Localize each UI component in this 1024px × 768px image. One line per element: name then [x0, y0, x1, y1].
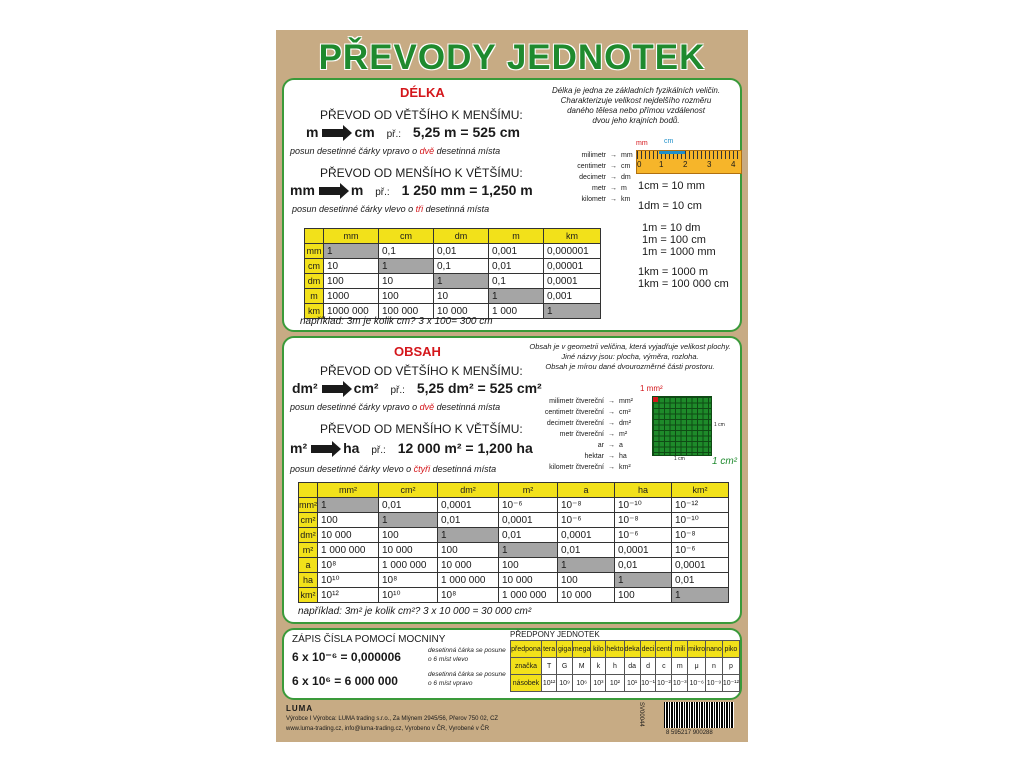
column-header: a: [558, 483, 615, 498]
column-header: mm: [324, 229, 379, 244]
column-header: cm: [379, 229, 434, 244]
obsah-units-arrows: [608, 396, 615, 473]
from-unit: mm: [290, 182, 315, 198]
example-expression: 5,25 dm² = 525 cm²: [416, 380, 542, 396]
prefix-symbol: h: [606, 658, 624, 675]
square-side-label: 1 cm: [674, 456, 685, 462]
table-cell: 1 000 000: [318, 543, 379, 558]
unit-name: metr: [592, 185, 606, 192]
unit-name: metr čtvereční: [559, 431, 604, 438]
desc-line: Obsah je v geometrii veličina, která vyjadřuje velikost plochy.: [529, 342, 731, 351]
delka-equivalence: 1km = 1000 m: [638, 266, 709, 278]
table-row: [305, 259, 601, 274]
table-cell: 1: [438, 528, 499, 543]
footer-line-1: Výrobce I Výrobca: LUMA trading s.r.o., Za Mlýnem 2945/56, Přerov 750 02, CZ: [286, 716, 499, 722]
delka-equivalence: 1m = 10 dm: [642, 222, 701, 234]
prefix-name: mili: [672, 641, 688, 658]
table-cell: 10¹⁰: [379, 588, 438, 603]
unit-name: decimetr: [579, 174, 606, 181]
delka-description: [536, 86, 736, 126]
obsah-units-symbols: [619, 396, 633, 473]
table-cell: 0,00001: [544, 259, 601, 274]
arrow-right-icon: →: [610, 185, 617, 192]
delka-small-to-big: PŘEVOD OD MENŠÍHO K VĚTŠÍMU:: [320, 166, 523, 180]
table-row: [299, 573, 729, 588]
unit-symbol: cm²: [619, 409, 631, 416]
delka-equivalence: 1m = 100 cm: [642, 234, 706, 246]
table-cell: 10⁻¹⁰: [672, 513, 729, 528]
prefix-symbol: M: [572, 658, 591, 675]
column-header: mm²: [318, 483, 379, 498]
square-mm-label: 1 mm²: [640, 384, 663, 393]
obsah-note-2: [290, 464, 496, 474]
unit-name: kilometr čtvereční: [549, 464, 604, 471]
table-row: [511, 641, 740, 658]
table-cell: 0,0001: [438, 498, 499, 513]
table-cell: 0,1: [434, 259, 489, 274]
ruler-number: 4: [731, 160, 736, 169]
section-delka: [282, 78, 742, 332]
prefix-name: nano: [706, 641, 723, 658]
from-unit: m: [306, 124, 319, 140]
table-cell: 1: [672, 588, 729, 603]
prefix-name: deka: [624, 641, 640, 658]
table-cell: 1: [379, 259, 434, 274]
table-cell: 10⁻⁸: [558, 498, 615, 513]
table-cell: 10 000: [434, 304, 489, 319]
prefix-symbol: G: [557, 658, 573, 675]
table-cell: 10⁻⁶: [615, 528, 672, 543]
table-cell: 10⁻⁸: [672, 528, 729, 543]
table-cell: 0,001: [489, 244, 544, 259]
column-header: dm²: [438, 483, 499, 498]
arrow-right-icon: [322, 385, 344, 393]
obsah-example-note: například: 3m² je kolik cm²? 3 x 10 000 = 30 000 cm²: [298, 606, 532, 617]
table-cell: 0,1: [379, 244, 434, 259]
table-cell: 1: [434, 274, 489, 289]
example-expression: 5,25 m = 525 cm: [412, 124, 520, 140]
prefix-symbol: T: [541, 658, 556, 675]
mocniny-title: ZÁPIS ČÍSLA POMOCÍ MOCNINY: [292, 634, 446, 645]
prefix-multiple: 10⁻¹: [640, 675, 656, 692]
row-header: značka: [511, 658, 542, 675]
table-cell: 0,01: [672, 573, 729, 588]
prefix-multiple: 10⁻²: [656, 675, 672, 692]
table-cell: 100 000: [379, 304, 434, 319]
product-code: SV00044: [638, 702, 644, 727]
section-title-delka: DÉLKA: [400, 85, 445, 100]
unit-symbol: dm²: [619, 420, 632, 427]
delka-units-list: [546, 150, 606, 205]
ruler-number: 2: [683, 160, 688, 169]
table-cell: 100: [558, 573, 615, 588]
prefix-symbol: da: [624, 658, 640, 675]
table-row: [511, 658, 740, 675]
table-cell: 10 000: [558, 588, 615, 603]
delka-conversion-table: [304, 228, 601, 319]
table-row: [299, 528, 729, 543]
delka-equivalence: 1cm = 10 mm: [638, 180, 705, 192]
table-cell: 1: [615, 573, 672, 588]
table-cell: 1: [558, 558, 615, 573]
table-cell: 1 000 000: [379, 558, 438, 573]
to-unit: cm: [354, 124, 375, 140]
desc-line: daného tělesa nebo přímou vzdálenost: [567, 106, 705, 115]
table-cell: 10⁻⁸: [615, 513, 672, 528]
note-text: desetinná místa: [434, 146, 501, 156]
table-cell: 1: [499, 543, 558, 558]
arrow-right-icon: [311, 445, 333, 453]
table-cell: 1000: [324, 289, 379, 304]
prefix-multiple: 10⁹: [557, 675, 573, 692]
note-highlight: dvě: [419, 402, 435, 412]
arrow-right-icon: →: [608, 431, 615, 438]
note-text: posun desetinné čárky vpravo o: [290, 146, 420, 156]
note-text: posun desetinné čárky vlevo o: [290, 464, 414, 474]
obsah-big-to-small: PŘEVOD OD VĚTŠÍHO K MENŠÍMU:: [320, 364, 523, 378]
unit-name: kilometr: [581, 196, 606, 203]
delka-big-to-small: PŘEVOD OD VĚTŠÍHO K MENŠÍMU:: [320, 108, 523, 122]
from-unit: dm²: [292, 380, 318, 396]
table-cell: 1: [544, 304, 601, 319]
prefix-name: tera: [541, 641, 556, 658]
square-cm-diagram: [652, 396, 712, 456]
table-cell: 0,01: [438, 513, 499, 528]
from-unit: m²: [290, 440, 308, 456]
arrow-right-icon: [319, 187, 341, 195]
table-cell: 0,01: [434, 244, 489, 259]
unit-symbol: mm²: [619, 398, 633, 405]
prefix-multiple: 10³: [591, 675, 606, 692]
table-cell: 10 000: [318, 528, 379, 543]
delka-example-1: [306, 124, 520, 140]
prefix-multiple: 10⁻¹²: [722, 675, 739, 692]
unit-name: decimetr čtvereční: [546, 420, 604, 427]
desc-line: Jiné názvy jsou: plocha, výměra, rozloha.: [561, 352, 699, 361]
desc-line: dvou jeho krajních bodů.: [592, 116, 680, 125]
table-row: [305, 244, 601, 259]
prefix-multiple: 10⁻⁹: [706, 675, 723, 692]
table-row: [305, 289, 601, 304]
unit-name: milimetr čtvereční: [549, 398, 604, 405]
column-header: m²: [499, 483, 558, 498]
desc-line: Charakterizuje velikost nejdelšího rozměru: [560, 96, 712, 105]
prefix-symbol: d: [640, 658, 656, 675]
table-row: [299, 513, 729, 528]
table-cell: 10⁻⁶: [672, 543, 729, 558]
mocniny-example-2: 6 x 10⁶ = 6 000 000: [292, 674, 398, 688]
note-line: desetinná čárka se posune: [428, 671, 506, 678]
row-header: a: [299, 558, 318, 573]
delka-note-2: [292, 204, 489, 214]
obsah-small-to-big: PŘEVOD OD MENŠÍHO K VĚTŠÍMU:: [320, 422, 523, 436]
table-row: [299, 543, 729, 558]
prefix-symbol: k: [591, 658, 606, 675]
delka-example-note: například: 3m je kolik cm? 3 x 100= 300 cm: [300, 316, 493, 327]
delka-units-arrows: [610, 150, 617, 205]
predpony-table: [510, 640, 740, 692]
obsah-conversion-table: [298, 482, 729, 603]
prefix-symbol: p: [722, 658, 739, 675]
to-unit: cm²: [353, 380, 379, 396]
table-cell: 10⁻⁶: [499, 498, 558, 513]
unit-symbol: ha: [619, 453, 627, 460]
arrow-right-icon: →: [608, 409, 615, 416]
unit-symbol: dm: [621, 174, 631, 181]
barcode: [664, 702, 734, 728]
unit-name: ar: [597, 442, 604, 449]
prefix-name: centi: [656, 641, 672, 658]
row-header: km²: [299, 588, 318, 603]
arrow-right-icon: →: [608, 453, 615, 460]
desc-line: Délka je jedna ze základních fyzikálních veličin.: [551, 86, 721, 95]
table-cell: 1000 000: [324, 304, 379, 319]
predpony-title: PŘEDPONY JEDNOTEK: [510, 630, 600, 639]
arrow-right-icon: →: [610, 196, 617, 203]
prefix-multiple: 10⁶: [572, 675, 591, 692]
table-cell: 0,0001: [558, 528, 615, 543]
row-header: km: [305, 304, 324, 319]
obsah-example-2: [290, 440, 533, 456]
prefix-name: kilo: [591, 641, 606, 658]
note-highlight: čtyři: [413, 464, 431, 474]
ruler-number: 1: [659, 160, 664, 169]
table-cell: 1: [318, 498, 379, 513]
pr-label: př.:: [371, 445, 386, 456]
unit-symbol: m: [621, 185, 627, 192]
obsah-units-list: [506, 396, 604, 473]
table-cell: 0,01: [489, 259, 544, 274]
unit-name: centimetr: [577, 163, 606, 170]
table-cell: 0,001: [544, 289, 601, 304]
table-cell: 0,000001: [544, 244, 601, 259]
row-header: cm: [305, 259, 324, 274]
ruler-number: 0: [637, 160, 642, 169]
row-header: dm²: [299, 528, 318, 543]
table-cell: 1: [324, 244, 379, 259]
to-unit: m: [350, 182, 364, 198]
row-header: m²: [299, 543, 318, 558]
prefix-name: piko: [722, 641, 739, 658]
table-cell: 10⁸: [379, 573, 438, 588]
table-cell: 10¹²: [318, 588, 379, 603]
ruler-mm-label: mm: [636, 140, 648, 147]
prefix-symbol: μ: [688, 658, 706, 675]
prefix-symbol: c: [656, 658, 672, 675]
table-cell: 0,01: [615, 558, 672, 573]
row-header: dm: [305, 274, 324, 289]
pr-label: př.:: [386, 129, 402, 140]
note-highlight: dvě: [419, 146, 435, 156]
row-header: mm²: [299, 498, 318, 513]
delka-equivalence: 1dm = 10 cm: [638, 200, 702, 212]
example-expression: 12 000 m² = 1,200 ha: [397, 440, 533, 456]
unit-name: hektar: [584, 453, 604, 460]
mocniny-example-1: 6 x 10⁻⁶ = 0,000006: [292, 650, 401, 664]
table-cell: 10: [379, 274, 434, 289]
example-expression: 1 250 mm = 1,250 m: [401, 182, 533, 198]
note-text: desetinná místa: [430, 464, 497, 474]
section-obsah: [282, 336, 742, 624]
barcode-number: 8 595217 900288: [666, 730, 713, 736]
table-cell: 100: [379, 528, 438, 543]
unit-symbol: m²: [619, 431, 628, 438]
obsah-description: [520, 342, 740, 372]
poster: [276, 30, 748, 742]
table-cell: 0,0001: [499, 513, 558, 528]
prefix-name: mega: [572, 641, 591, 658]
prefix-symbol: m: [672, 658, 688, 675]
arrow-right-icon: →: [610, 174, 617, 181]
row-header: ha: [299, 573, 318, 588]
table-cell: 100: [324, 274, 379, 289]
table-cell: 10 000: [499, 573, 558, 588]
section-title-obsah: OBSAH: [394, 344, 441, 359]
table-cell: 100: [318, 513, 379, 528]
table-row: [305, 274, 601, 289]
table-cell: 0,01: [499, 528, 558, 543]
table-cell: 1 000 000: [499, 588, 558, 603]
prefix-multiple: 10²: [606, 675, 624, 692]
brand-logo: LUMA: [286, 704, 314, 713]
column-header: km²: [672, 483, 729, 498]
table-corner: [299, 483, 318, 498]
table-cell: 0,01: [379, 498, 438, 513]
square-side-label: 1 cm: [714, 422, 725, 428]
pr-label: př.:: [390, 385, 405, 396]
section-mocniny: [282, 628, 742, 700]
column-header: ha: [615, 483, 672, 498]
square-cm-label: 1 cm²: [712, 456, 737, 467]
delka-note-1: [290, 146, 500, 156]
unit-symbol: a: [619, 442, 623, 449]
arrow-right-icon: [322, 129, 344, 137]
table-row: [299, 558, 729, 573]
table-cell: 10 000: [379, 543, 438, 558]
table-cell: 1: [379, 513, 438, 528]
table-cell: 10⁻⁶: [558, 513, 615, 528]
table-cell: 0,01: [558, 543, 615, 558]
table-cell: 10 000: [438, 558, 499, 573]
mocniny-note-2: [428, 670, 506, 688]
table-cell: 0,0001: [544, 274, 601, 289]
table-cell: 0,0001: [615, 543, 672, 558]
table-row: [299, 498, 729, 513]
note-text: desetinná místa: [423, 204, 490, 214]
delka-example-2: [290, 182, 533, 198]
row-header: násobek: [511, 675, 542, 692]
poster-title: PŘEVODY JEDNOTEK: [318, 38, 706, 77]
table-cell: 100: [379, 289, 434, 304]
ruler: [636, 150, 742, 174]
ruler-cm-label: cm: [664, 138, 674, 145]
to-unit: ha: [343, 440, 360, 456]
delka-units-symbols: [621, 150, 633, 205]
prefix-name: mikro: [688, 641, 706, 658]
column-header: km: [544, 229, 601, 244]
arrow-right-icon: →: [608, 420, 615, 427]
note-line: desetinná čárka se posune: [428, 647, 506, 654]
footer-line-2: www.luma-trading.cz, info@luma-trading.cz, Vyrobeno v ČR, Vyrobené v ČR: [286, 726, 490, 732]
table-row: [299, 588, 729, 603]
arrow-right-icon: →: [608, 398, 615, 405]
note-text: desetinná místa: [434, 402, 501, 412]
unit-symbol: km: [621, 196, 631, 203]
arrow-right-icon: →: [608, 464, 615, 471]
column-header: m: [489, 229, 544, 244]
table-cell: 10⁸: [318, 558, 379, 573]
table-cell: 0,0001: [672, 558, 729, 573]
desc-line: Obsah je mírou dané dvourozměrné části prostoru.: [545, 362, 715, 371]
arrow-right-icon: →: [610, 152, 617, 159]
table-corner: [305, 229, 324, 244]
arrow-right-icon: →: [610, 163, 617, 170]
table-cell: 10¹⁰: [318, 573, 379, 588]
delka-equivalence: 1m = 1000 mm: [642, 246, 716, 258]
column-header: cm²: [379, 483, 438, 498]
row-header: předpona: [511, 641, 542, 658]
table-cell: 0,1: [489, 274, 544, 289]
table-cell: 10⁸: [438, 588, 499, 603]
note-text: posun desetinné čárky vlevo o: [292, 204, 416, 214]
table-cell: 10⁻¹⁰: [615, 498, 672, 513]
obsah-example-1: [292, 380, 542, 396]
prefix-multiple: 10⁻⁶: [688, 675, 706, 692]
prefix-name: deci: [640, 641, 656, 658]
column-header: dm: [434, 229, 489, 244]
note-line: o 6 míst vlevo: [428, 656, 469, 663]
unit-symbol: mm: [621, 152, 633, 159]
table-cell: 10⁻¹²: [672, 498, 729, 513]
note-line: o 6 míst vpravo: [428, 680, 473, 687]
row-header: mm: [305, 244, 324, 259]
unit-symbol: km²: [619, 464, 631, 471]
arrow-right-icon: →: [608, 442, 615, 449]
ruler-number: 3: [707, 160, 712, 169]
delka-equivalence: 1km = 100 000 cm: [638, 278, 729, 290]
table-cell: 1 000: [489, 304, 544, 319]
row-header: m: [305, 289, 324, 304]
table-cell: 100: [438, 543, 499, 558]
unit-symbol: cm: [621, 163, 631, 170]
table-cell: 10: [434, 289, 489, 304]
note-text: posun desetinné čárky vpravo o: [290, 402, 420, 412]
prefix-multiple: 10¹: [624, 675, 640, 692]
table-cell: 10: [324, 259, 379, 274]
unit-name: centimetr čtvereční: [544, 409, 604, 416]
obsah-note-1: [290, 402, 500, 412]
table-cell: 1 000 000: [438, 573, 499, 588]
prefix-multiple: 10¹²: [541, 675, 556, 692]
table-row: [511, 675, 740, 692]
mocniny-note-1: [428, 646, 506, 664]
prefix-name: giga: [557, 641, 573, 658]
table-cell: 1: [489, 289, 544, 304]
table-cell: 100: [615, 588, 672, 603]
table-cell: 100: [499, 558, 558, 573]
note-highlight: tři: [415, 204, 424, 214]
prefix-multiple: 10⁻³: [672, 675, 688, 692]
prefix-symbol: n: [706, 658, 723, 675]
prefix-name: hekto: [606, 641, 624, 658]
unit-name: milimetr: [581, 152, 606, 159]
row-header: cm²: [299, 513, 318, 528]
pr-label: př.:: [375, 187, 390, 198]
